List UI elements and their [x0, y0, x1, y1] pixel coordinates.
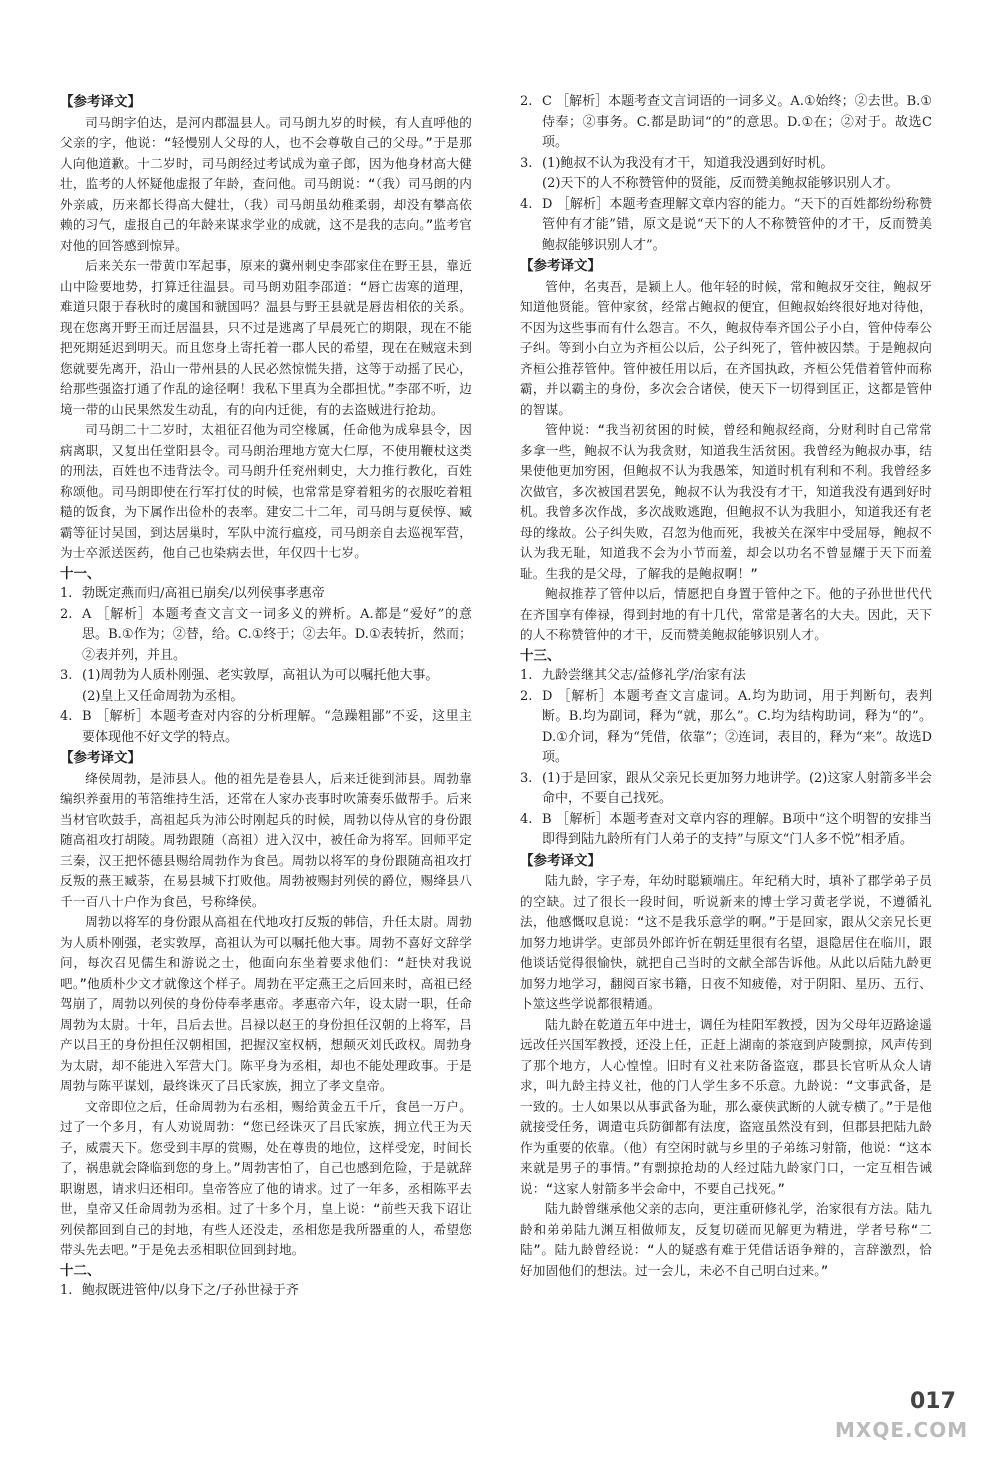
answer-item: [520, 92, 932, 154]
answer-item: [520, 666, 932, 687]
answer-text: (1)鲍叔不认为我没有才干，知道我没遇到好时机。: [542, 155, 834, 171]
section-heading: 【参考译文】: [60, 94, 141, 110]
answer-number: 3.: [520, 770, 533, 786]
answer-item: [520, 769, 932, 810]
answer-subline: (2)皇上又任命周勃为丞相。: [82, 688, 244, 704]
translation-paragraph: 周勃以将军的身份跟从高祖在代地攻打反叛的韩信，升任太尉。周勃为人质朴刚强，老实敦厚，高祖认为可以嘱托他大事。周勃不喜好文辞学问，每次召见儒生和游说之士，他面向东坐着要求他们：“赶快对我说吧。”他质朴少文才就像这个样子。周勃在平定燕王之后回来时，高祖已经驾崩了，周勃以列侯的身份侍奉孝惠帝。孝惠帝六年，设太尉一职，任命周勃为太尉。十年，吕后去世。吕禄以赵王的身份担任汉朝的上将军，吕产以吕王的身份担任汉朝相国，把握汉室权柄，想颠灭刘氏政权。周勃身为太尉，却不能进入军营大门。陈平身为丞相，却也不能处理政事。于是周勃与陈平谋划，最终诛灭了吕氏家族，拥立了孝文皇帝。: [60, 914, 472, 1093]
page-number: 017: [910, 1389, 956, 1414]
answer-item: [60, 707, 472, 748]
section-heading: 十三、: [520, 647, 561, 664]
answer-text: 勃既定燕而归/高祖已崩矣/以列侯事孝惠帝: [82, 586, 325, 601]
answer-number: 4.: [520, 196, 533, 212]
section-heading: 【参考译文】: [520, 852, 601, 869]
answer-subline: (2)天下的人不称赞管仲的贤能，反而赞美鲍叔能够识别人才。: [542, 176, 899, 191]
answer-number: 2.: [520, 94, 533, 109]
section-heading: 【参考译文】: [60, 750, 141, 766]
translation-paragraph: 绛侯周勃，是沛县人。他的祖先是卷县人，后来迁徙到沛县。周勃靠编织养蚕用的苇箔维持生活，还常在人家办丧事时吹箫奏乐做帮手。后来当材官吹鼓手，高祖起兵为沛公时刚起兵的时候，周勃以侍从官的身份跟随高祖攻打胡陵。周勃跟随（高祖）进入汉中，被任命为将军。回师平定三秦，汉王把怀德县赐给周勃作为食邑。周勃以将军的身份跟随高祖攻打反叛的燕王臧荼，在易县城下打败他。周勃被赐封列侯的爵位，赐绛县八千一百八十户作为食邑，号称绛侯。: [60, 770, 472, 909]
translation-paragraph: 管仲说：“我当初贫困的时候，曾经和鲍叔经商，分财利时自己常常多拿一些，鲍叔不认为我贪财，知道我生活贫困。我曾经为鲍叔办事，结果使他更加穷困，但鲍叔不认为我愚笨，知道时机有利和不利。我曾经多次做官，多次被国君罢免，鲍叔不认为我没有才干，知道我没有遇到好时机。我曾多次作战，多次战败逃跑，但鲍叔不认为我胆小，知道我还有老母的缘故。公子纠失败，召忽为他而死，我被关在深牢中受屈辱，鲍叔不认为我无耻，知道我不会为小节而羞，却会以功名不曾显耀于天下而羞耻。生我的是父母，了解我的是鲍叔啊！”: [520, 422, 932, 581]
answer-item: [520, 687, 932, 769]
answer-text: D ［解析］本题考查文言虚词。A.均为助词，用于判断句，表判断。B.均为副词，释为“就，那么”。C.均为结构助词，释为“的”。D.①介词，释为“凭借，依靠”；②连词，表目的，释为“来”。故选D项。: [542, 688, 932, 765]
translation-paragraph: 管仲，名夷吾，是颍上人。他年轻的时候，常和鲍叔牙交往，鲍叔牙知道他贤能。管仲家贫，经常占鲍叔的便宜，但鲍叔始终很好地对待他，不因为这些事而有什么怨言。不久，鲍叔侍奉齐国公子小白，管仲侍奉公子纠。等到小白立为齐桓公以后，公子纠死了，管仲被囚禁。于是鲍叔向齐桓公推荐管仲。管仲被任用以后，在齐国执政，齐桓公凭借着管仲而称霸，并以霸主的身份，多次会合诸侯，使天下一切得到匡正，这都是管仲的智谋。: [520, 278, 932, 417]
translation-paragraph: 鲍叔推荐了管仲以后，情愿把自身置于管仲之下。他的子孙世世代代在齐国享有俸禄，得到封地的有十几代，常常是著名的大夫。因此，天下的人不称赞管仲的才干，反而赞美鲍叔能够识别人才。: [520, 586, 932, 642]
answer-number: 2.: [520, 688, 533, 704]
answer-item: [60, 666, 472, 687]
answer-item: [60, 584, 472, 605]
answer-item: [520, 810, 932, 851]
left-column: [60, 92, 472, 1302]
answer-number: 1.: [60, 586, 73, 601]
translation-paragraph: 文帝即位之后，任命周勃为右丞相，赐给黄金五千斤，食邑一万户。过了一个多月，有人劝说周勃：“您已经诛灭了吕氏家族，拥立代王为天子，威震天下。您受到丰厚的赏赐，处在尊贵的地位，这样受宠，时间长了，祸患就会降临到您的身上。”周勃害怕了，自己也感到危险，于是就辞职谢恩，请求归还相印。皇帝答应了他的请求。过了一年多，丞相陈平去世，皇帝又任命周勃为丞相。过了十多个月，皇上说：“前些天我下诏让列侯都回到自己的封地，有些人还没走，丞相您是我所器重的人，希望您带头先去吧。”于是免去丞相职位回到封地。: [60, 1098, 472, 1257]
translation-paragraph: 陆九龄，字子寿，年幼时聪颖端庄。年纪稍大时，填补了郡学弟子员的空缺。过了很长一段时间，听说新来的博士学习黄老学说，不遵循礼法，他感慨叹息说：“这不是我乐意学的啊。”于是回家，跟从父亲兄长更加努力地讲学。吏部员外郎许忻在朝廷里很有名望，退隐居住在临川，跟他谈话觉得很愉快，就把自己当时的文献全部告诉他。从此以后陆九龄更加努力地学习，翻阅百家书籍，日夜不知疲倦，对于阴阳、星历、五行、卜筮这些学说都很精通。: [520, 873, 932, 1011]
answer-number: 3.: [60, 668, 73, 683]
translation-paragraph: 陆九龄在乾道五年中进士，调任为桂阳军教授，因为父母年迈路途遥远改任兴国军教授，还没上任，正赶上湖南的茶寇到庐陵剽掠，风声传到了那个地方，人心惶惶。旧时有义社来防备盗寇，郡县长官听从众人请求，叫九龄主持义社，他的门人学生多不乐意。九龄说：“文事武备，是一致的。士人如果以从事武备为耻，那么豪侠武断的人就专横了。”于是他就接受任务，调遣屯兵防御都有法度，盗寇虽然没有到，但郡县把陆九龄作为重要的依靠。（他）有空闲时就与乡里的子弟练习射箭，他说：“这本来就是男子的事情。”有剽掠抢劫的人经过陆九龄家门口，一定互相告诫说：“这家人射箭多半会命中，不要自己找死。”: [520, 1016, 932, 1196]
answer-number: 1.: [520, 668, 533, 683]
answer-item: [520, 154, 932, 175]
answer-number: 4.: [520, 811, 533, 827]
section-heading: 十一、: [60, 565, 101, 582]
answer-text: 鲍叔既进管仲/以身下之/子孙世禄于齐: [82, 1283, 299, 1298]
answer-item: [60, 1281, 472, 1302]
watermark: MXQE.COM: [835, 1418, 969, 1442]
answer-item: [520, 195, 932, 257]
answer-item: [60, 605, 472, 667]
answer-text: B ［解析］本题考查对文章内容的理解。B项中“这个明智的安排当即得到陆九龄所有门人弟子的支持”与原文“门人多不悦”相矛盾。: [542, 811, 932, 847]
answer-text: C ［解析］本题考查文言词语的一词多义。A.①始终；②去世。B.①侍奉；②事务。C.都是助词“的”的意思。D.①在；②对于。故选C项。: [542, 94, 932, 150]
answer-text: A ［解析］本题考查文言文一词多义的辨析。A.都是“爱好”的意思。B.①作为；②替，给。C.①终于；②去年。D.①表转折，然而；②表并列，并且。: [82, 606, 472, 663]
answer-text: (1)于是回家，跟从父亲兄长更加努力地讲学。(2)这家人射箭多半会命中，不要自己找死。: [542, 770, 932, 806]
answer-number: 4.: [60, 709, 73, 724]
answer-number: 1.: [60, 1283, 73, 1298]
section-heading: 十二、: [60, 1262, 101, 1279]
translation-paragraph: 后来关东一带黄巾军起事，原来的冀州刺史李邵家住在野王县，靠近山中险要地势，打算迁往温县。司马朗劝阻李邵道：“唇亡齿寒的道理，难道只限于春秋时的虞国和虢国吗？温县与野王县就是唇齿相依的关系。现在您离开野王而迁居温县，只不过是逃离了早晨死亡的期限，现在不能把死期延迟到明天。而且您身上寄托着一郡人民的希望，现在在贼寇未到您就要先离开，沿山一带州县的人民必然惊慌失措，这等于动摇了民心，给那些强盗打通了作乱的途径啊！我私下里真为全郡担忧。”李邵不听，边境一带的山民果然发生动乱，有的向内迁徙，有的去盗贼进行抢劫。: [60, 258, 472, 417]
answer-number: 2.: [60, 606, 73, 622]
translation-paragraph: 陆九龄曾继承他父亲的志向，更注重研修礼学，治家很有方法。陆九龄和弟弟陆九渊互相做师友，反复切磋而见解更为精进，学者号称“二陆”。陆九龄曾经说：“人的疑惑有难于凭借话语争辩的，言辞激烈，恰好加固他们的想法。过一会儿，未必不自己明白过来。”: [520, 1201, 932, 1278]
section-heading: 【参考译文】: [520, 258, 601, 274]
answer-text: (1)周勃为人质朴刚强、老实敦厚，高祖认为可以嘱托他大事。: [82, 668, 439, 683]
right-column: [520, 92, 932, 1281]
answer-number: 3.: [520, 155, 533, 171]
answer-text: D ［解析］本题考查理解文章内容的能力。“天下的百姓都纷纷称赞管仲有才能”错，原文是说“天下的人不称赞管仲的才干，反而赞美鲍叔能够识别人才”。: [542, 196, 932, 253]
answer-text: B ［解析］本题考查对内容的分析理解。“急躁粗鄙”不妥，这里主要体现他不好文学的特点。: [82, 709, 472, 745]
translation-paragraph: 司马朗二十二岁时，太祖征召他为司空椽属，任命他为成皋县令，因病离职，又复出任堂阳县令。司马朗治理地方宽大仁厚，不使用鞭杖这类的刑法，百姓也不违背法令。司马朗升任兖州刺史，大力推行教化，百姓称颂他。司马朗即使在行军打仗的时候，也常常是穿着粗劣的衣服吃着粗糙的饭食，为下属作出俭朴的表率。建安二十二年，司马朗与夏侯惇、臧霸等征讨吴国，到达居巢时，军队中流行瘟疫，司马朗亲自去巡视军营，为士卒派送医药，他自己也染病去世，年仅四十七岁。: [60, 422, 472, 560]
translation-paragraph: 司马朗字伯达，是河内郡温县人。司马朗九岁的时候，有人直呼他的父亲的字，他说：“轻慢别人父母的人，也不会尊敬自己的父母。”于是那人向他道歉。十二岁时，司马朗经过考试成为童子郎，因为他身材高大健壮，监考的人怀疑他虚报了年龄，查问他。司马朗说：“（我）司马朗的内外亲戚，历来都长得高大健壮，（我）司马朗虽幼稚柔弱，却没有攀高依赖的习气，虚报自己的年龄来谋求学业的成就，这不是我的志向。”监考官对他的回答感到惊异。: [60, 114, 472, 253]
answer-text: 九龄尝继其父志/益修礼学/治家有法: [542, 668, 746, 683]
